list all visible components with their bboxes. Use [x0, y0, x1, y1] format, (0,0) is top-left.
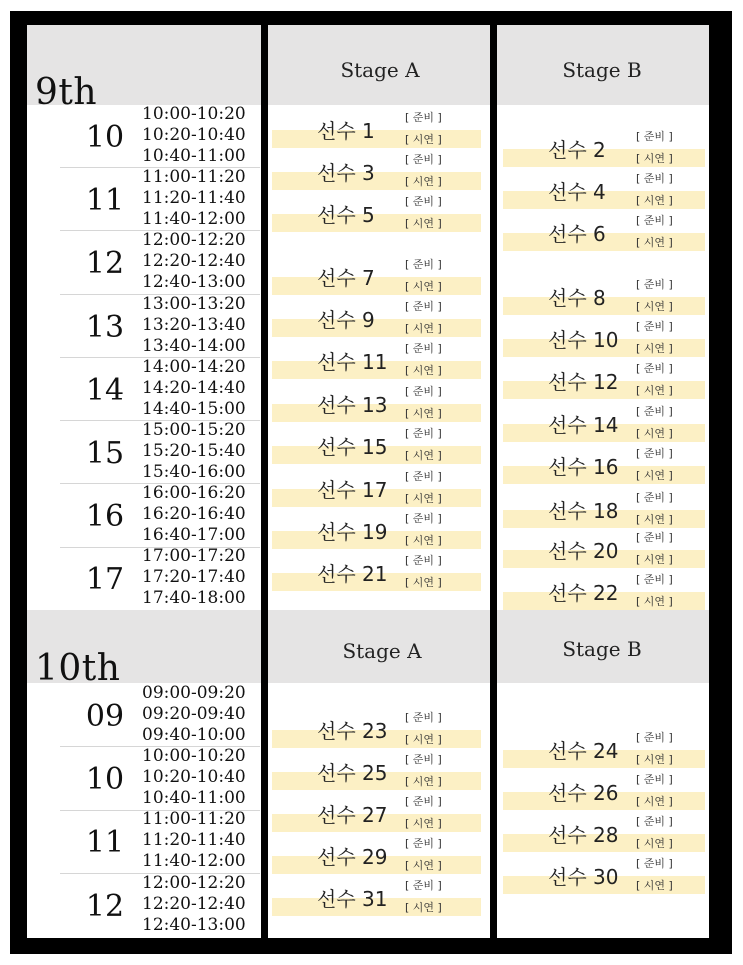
perform-tag: [ 시연 ]	[405, 576, 442, 589]
prep-tag: [ 준비 ]	[405, 342, 442, 355]
player-name: 선수 19	[317, 520, 388, 544]
time-slot: 11:40-12:00	[142, 209, 246, 230]
player-name: 선수 18	[548, 499, 619, 523]
perform-tag: [ 시연 ]	[405, 133, 442, 146]
prep-tag: [ 준비 ]	[636, 857, 673, 870]
perform-tag: [ 시연 ]	[636, 384, 673, 397]
prep-tag: [ 준비 ]	[405, 711, 442, 724]
perform-tag: [ 시연 ]	[405, 364, 442, 377]
time-slot: 13:20-13:40	[142, 314, 246, 335]
prep-tag: [ 준비 ]	[636, 491, 673, 504]
player-name: 선수 29	[317, 845, 388, 869]
day1-stage-a-title: Stage A	[340, 58, 420, 82]
perform-tag: [ 시연 ]	[636, 753, 673, 766]
day2-stage-b-title: Stage B	[562, 637, 642, 661]
perform-tag: [ 시연 ]	[636, 837, 673, 850]
prep-tag: [ 준비 ]	[636, 531, 673, 544]
perform-tag: [ 시연 ]	[405, 449, 442, 462]
prep-tag: [ 준비 ]	[405, 512, 442, 525]
time-slot: 12:00-12:20	[142, 872, 246, 893]
perform-tag: [ 시연 ]	[405, 901, 442, 914]
prep-tag: [ 준비 ]	[636, 278, 673, 291]
prep-tag: [ 준비 ]	[636, 447, 673, 460]
slot-band	[272, 172, 481, 190]
time-slot: 12:00-12:20	[142, 230, 246, 251]
prep-tag: [ 준비 ]	[405, 837, 442, 850]
hour-label: 09	[85, 699, 125, 734]
time-slot: 14:00-14:20	[142, 356, 246, 377]
player-name: 선수 30	[548, 865, 619, 889]
perform-tag: [ 시연 ]	[405, 733, 442, 746]
time-slot: 12:40-13:00	[142, 272, 246, 293]
prep-tag: [ 준비 ]	[636, 214, 673, 227]
time-slot: 15:20-15:40	[142, 441, 246, 461]
slot-band	[272, 130, 481, 148]
time-slot: 12:20-12:40	[142, 251, 246, 272]
prep-tag: [ 준비 ]	[636, 405, 673, 418]
time-slot: 09:00-09:20	[142, 683, 246, 703]
time-slot: 09:40-10:00	[142, 725, 246, 745]
hour-label: 10	[85, 120, 125, 155]
prep-tag: [ 준비 ]	[405, 258, 442, 271]
perform-tag: [ 시연 ]	[405, 492, 442, 505]
perform-tag: [ 시연 ]	[405, 859, 442, 872]
player-name: 선수 31	[317, 887, 388, 911]
perform-tag: [ 시연 ]	[636, 595, 673, 608]
time-slot: 17:40-18:00	[142, 588, 246, 609]
perform-tag: [ 시연 ]	[636, 300, 673, 313]
column-separator	[261, 25, 268, 938]
player-name: 선수 21	[317, 562, 388, 586]
hour-label: 17	[85, 562, 125, 598]
time-slot: 10:00-10:20	[142, 104, 246, 124]
slot-band	[272, 319, 481, 337]
prep-tag: [ 준비 ]	[405, 195, 442, 208]
perform-tag: [ 시연 ]	[405, 817, 442, 830]
perform-tag: [ 시연 ]	[405, 322, 442, 335]
time-slot: 15:40-16:00	[142, 462, 246, 482]
time-slot: 11:40-12:00	[142, 851, 246, 872]
perform-tag: [ 시연 ]	[405, 175, 442, 188]
time-slot: 16:00-16:20	[142, 483, 246, 504]
prep-tag: [ 준비 ]	[636, 362, 673, 375]
perform-tag: [ 시연 ]	[636, 236, 673, 249]
day2-stage-a-title: Stage A	[342, 639, 422, 663]
time-slot: 15:00-15:20	[142, 420, 246, 440]
prep-tag: [ 준비 ]	[636, 815, 673, 828]
player-name: 선수 10	[548, 328, 619, 352]
perform-tag: [ 시연 ]	[405, 407, 442, 420]
time-slot: 13:00-13:20	[142, 293, 246, 314]
time-slot: 12:20-12:40	[142, 893, 246, 914]
player-name: 선수 5	[317, 203, 375, 227]
player-name: 선수 1	[317, 119, 375, 143]
player-name: 선수 6	[548, 222, 606, 246]
perform-tag: [ 시연 ]	[636, 553, 673, 566]
prep-tag: [ 준비 ]	[405, 879, 442, 892]
player-name: 선수 4	[548, 180, 606, 204]
perform-tag: [ 시연 ]	[636, 513, 673, 526]
player-name: 선수 27	[317, 803, 388, 827]
time-slot: 10:20-10:40	[142, 767, 246, 788]
prep-tag: [ 준비 ]	[636, 731, 673, 744]
day1-label: 9th	[35, 72, 98, 113]
hour-label: 11	[85, 825, 125, 861]
prep-tag: [ 준비 ]	[405, 300, 442, 313]
column-separator	[490, 25, 497, 938]
prep-tag: [ 준비 ]	[405, 470, 442, 483]
perform-tag: [ 시연 ]	[405, 280, 442, 293]
perform-tag: [ 시연 ]	[405, 775, 442, 788]
player-name: 선수 26	[548, 781, 619, 805]
perform-tag: [ 시연 ]	[405, 534, 442, 547]
time-slot: 11:00-11:20	[142, 167, 246, 188]
time-slot: 09:20-09:40	[142, 704, 246, 724]
time-slot: 11:00-11:20	[142, 809, 246, 830]
time-slot: 17:20-17:40	[142, 567, 246, 588]
player-name: 선수 13	[317, 393, 388, 417]
hour-label: 16	[85, 499, 125, 535]
prep-tag: [ 준비 ]	[636, 130, 673, 143]
prep-tag: [ 준비 ]	[636, 320, 673, 333]
day2-stage-b-column	[497, 683, 709, 938]
time-slot: 16:40-17:00	[142, 525, 246, 546]
time-slot: 17:00-17:20	[142, 546, 246, 567]
time-slot: 11:20-11:40	[142, 188, 246, 209]
hour-label: 12	[85, 888, 125, 924]
time-slot: 10:40-11:00	[142, 146, 246, 166]
perform-tag: [ 시연 ]	[636, 469, 673, 482]
player-name: 선수 17	[317, 478, 388, 502]
player-name: 선수 11	[317, 350, 388, 374]
player-name: 선수 23	[317, 719, 388, 743]
time-slot: 12:40-13:00	[142, 914, 246, 935]
prep-tag: [ 준비 ]	[405, 111, 442, 124]
day2-label: 10th	[35, 648, 121, 689]
day1-stage-b-title: Stage B	[562, 58, 642, 82]
time-slot: 11:20-11:40	[142, 830, 246, 851]
player-name: 선수 2	[548, 138, 606, 162]
slot-band	[272, 277, 481, 295]
time-slot: 10:00-10:20	[142, 746, 246, 767]
prep-tag: [ 준비 ]	[405, 753, 442, 766]
perform-tag: [ 시연 ]	[405, 217, 442, 230]
time-slot: 14:20-14:40	[142, 377, 246, 398]
perform-tag: [ 시연 ]	[636, 795, 673, 808]
player-name: 선수 7	[317, 266, 375, 290]
player-name: 선수 9	[317, 308, 375, 332]
player-name: 선수 20	[548, 539, 619, 563]
time-slot: 14:40-15:00	[142, 398, 246, 419]
perform-tag: [ 시연 ]	[636, 427, 673, 440]
hour-label: 12	[85, 246, 125, 282]
hour-label: 10	[85, 762, 125, 798]
slot-band	[272, 214, 481, 232]
player-name: 선수 3	[317, 161, 375, 185]
perform-tag: [ 시연 ]	[636, 879, 673, 892]
hour-label: 15	[85, 436, 125, 471]
prep-tag: [ 준비 ]	[636, 773, 673, 786]
perform-tag: [ 시연 ]	[636, 152, 673, 165]
prep-tag: [ 준비 ]	[405, 795, 442, 808]
time-slot: 10:20-10:40	[142, 125, 246, 145]
time-slot: 16:20-16:40	[142, 504, 246, 525]
time-slot: 10:40-11:00	[142, 788, 246, 809]
prep-tag: [ 준비 ]	[405, 427, 442, 440]
prep-tag: [ 준비 ]	[636, 172, 673, 185]
player-name: 선수 28	[548, 823, 619, 847]
player-name: 선수 8	[548, 286, 606, 310]
perform-tag: [ 시연 ]	[636, 194, 673, 207]
prep-tag: [ 준비 ]	[405, 153, 442, 166]
player-name: 선수 15	[317, 435, 388, 459]
player-name: 선수 25	[317, 761, 388, 785]
hour-label: 13	[85, 309, 125, 345]
player-name: 선수 22	[548, 581, 619, 605]
player-name: 선수 14	[548, 413, 619, 437]
hour-label: 14	[85, 372, 125, 408]
hour-label: 11	[85, 183, 125, 219]
time-slot: 13:40-14:00	[142, 335, 246, 356]
player-name: 선수 24	[548, 739, 619, 763]
player-name: 선수 12	[548, 370, 619, 394]
prep-tag: [ 준비 ]	[636, 573, 673, 586]
prep-tag: [ 준비 ]	[405, 385, 442, 398]
player-name: 선수 16	[548, 455, 619, 479]
perform-tag: [ 시연 ]	[636, 342, 673, 355]
prep-tag: [ 준비 ]	[405, 554, 442, 567]
